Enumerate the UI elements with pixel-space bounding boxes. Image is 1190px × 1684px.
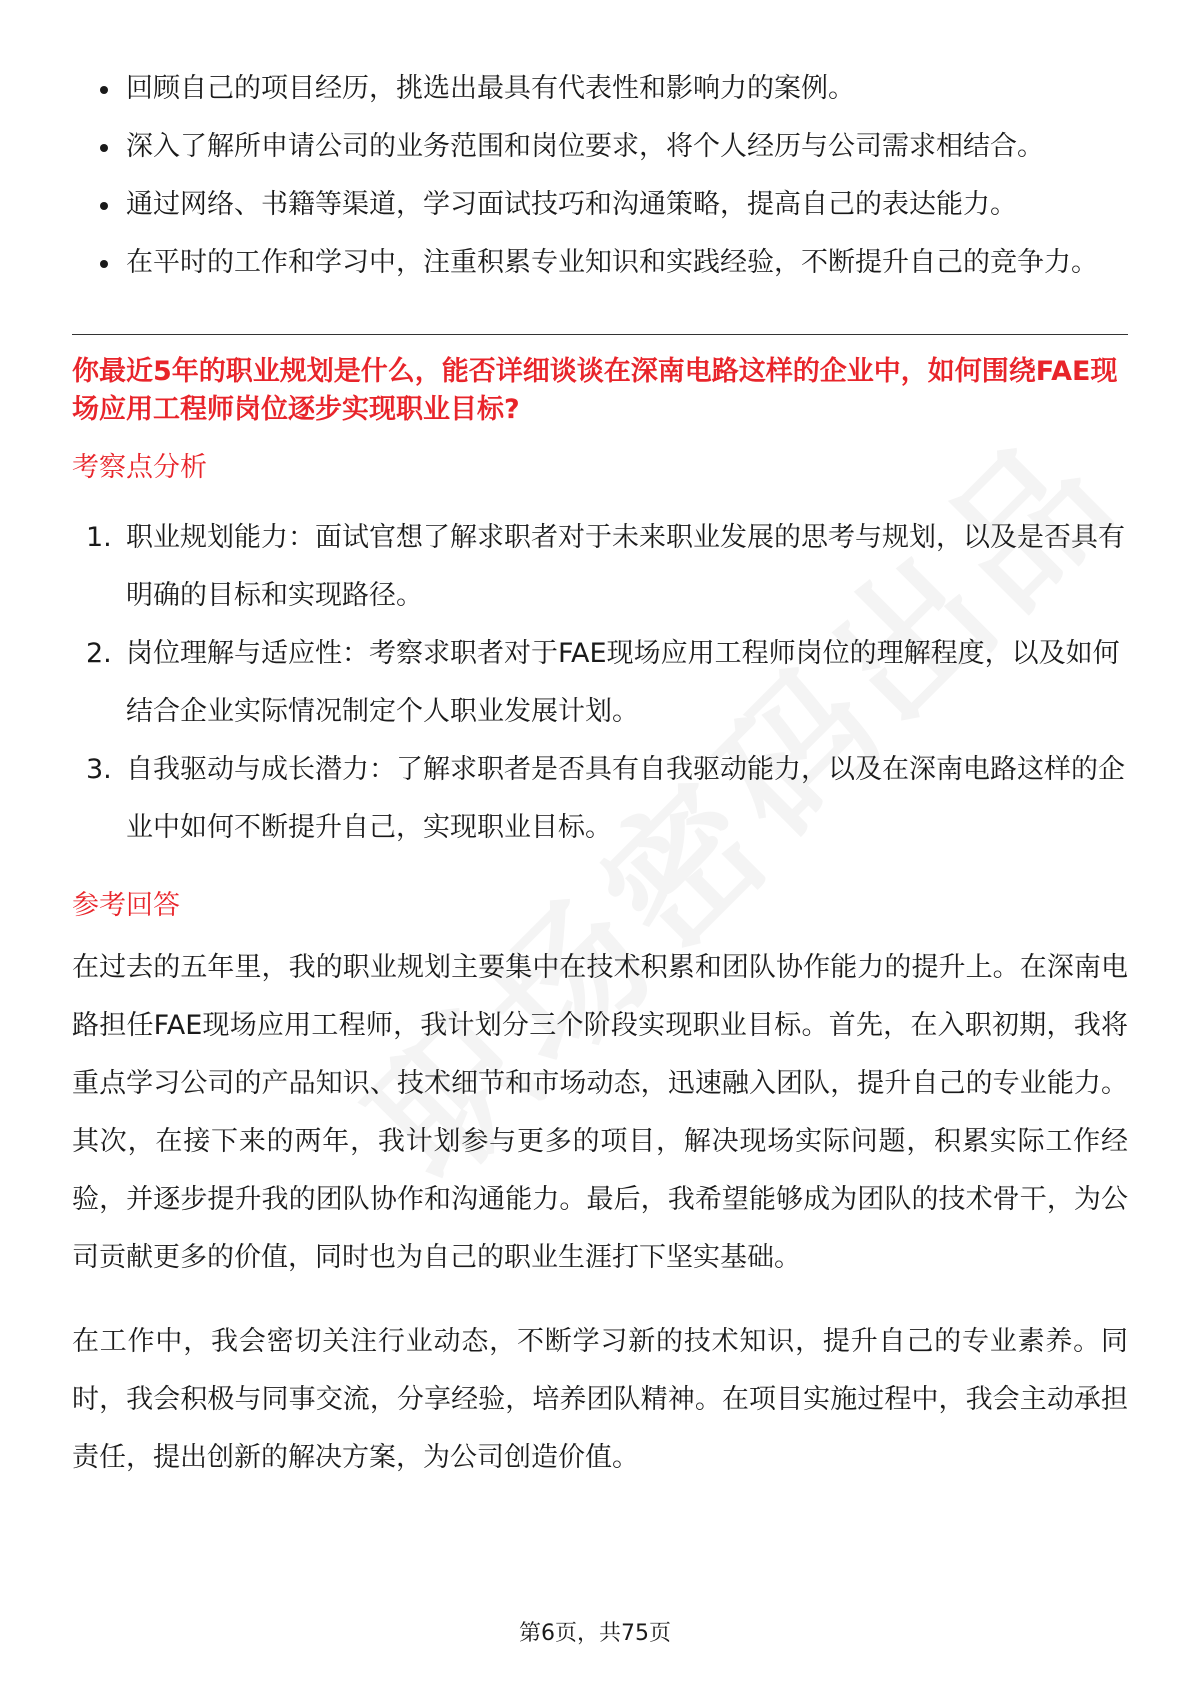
item-number: 3. bbox=[86, 754, 112, 785]
item-number: 2. bbox=[86, 638, 112, 669]
bullet-text: 通过网络、书籍等渠道，学习面试技巧和沟通策略，提高自己的表达能力。 bbox=[126, 189, 1017, 220]
answer-paragraph: 在过去的五年里，我的职业规划主要集中在技术积累和团队协作能力的提升上。在深南电路担任FAE现场应用工程师，我计划分三个阶段实现职业目标。首先，在入职初期，我将重点学习公司的产品知识、技术细节和市场动态，迅速融入团队，提升自己的专业能力。其次，在接下来的两年，我计划参与更多的项目，解决现场实际问题，积累实际工作经验，并逐步提升我的团队协作和沟通能力。最后，我希望能够成为团队的技术骨干，为公司贡献更多的价值，同时也为自己的职业生涯打下坚实基础。 bbox=[72, 952, 1128, 1273]
analysis-item bbox=[72, 741, 1128, 857]
bullet-dot-icon bbox=[100, 86, 108, 94]
bullet-dot-icon bbox=[100, 144, 108, 152]
analysis-list bbox=[72, 509, 1128, 857]
analysis-text: 自我驱动与成长潜力：了解求职者是否具有自我驱动能力，以及在深南电路这样的企业中如何不断提升自己，实现职业目标。 bbox=[126, 754, 1125, 843]
page-footer: 第6页，共75页 bbox=[519, 1621, 671, 1646]
section-divider bbox=[72, 334, 1128, 335]
bullet-item bbox=[72, 234, 1128, 292]
answer-heading: 参考回答 bbox=[72, 890, 180, 921]
paragraph-spacer bbox=[72, 1287, 1128, 1313]
answer-paragraph: 在工作中，我会密切关注行业动态，不断学习新的技术知识，提升自己的专业素养。同时，我会积极与同事交流，分享经验，培养团队精神。在项目实施过程中，我会主动承担责任，提出创新的解决方案，为公司创造价值。 bbox=[72, 1326, 1128, 1473]
bullet-text: 深入了解所申请公司的业务范围和岗位要求，将个人经历与公司需求相结合。 bbox=[126, 131, 1044, 162]
analysis-item bbox=[72, 509, 1128, 625]
bullet-item bbox=[72, 60, 1128, 118]
analysis-heading: 考察点分析 bbox=[72, 452, 207, 483]
bullet-item bbox=[72, 176, 1128, 234]
bullet-dot-icon bbox=[100, 202, 108, 210]
tips-bullet-list bbox=[72, 60, 1128, 292]
bullet-dot-icon bbox=[100, 260, 108, 268]
interview-question: 你最近5年的职业规划是什么，能否详细谈谈在深南电路这样的企业中，如何围绕FAE现场应用工程师岗位逐步实现职业目标? bbox=[72, 356, 1118, 425]
bullet-item bbox=[72, 118, 1128, 176]
bullet-text: 回顾自己的项目经历，挑选出最具有代表性和影响力的案例。 bbox=[126, 73, 855, 104]
bullet-text: 在平时的工作和学习中，注重积累专业知识和实践经验，不断提升自己的竞争力。 bbox=[126, 247, 1098, 278]
analysis-text: 职业规划能力：面试官想了解求职者对于未来职业发展的思考与规划，以及是否具有明确的目标和实现路径。 bbox=[126, 522, 1125, 611]
analysis-text: 岗位理解与适应性：考察求职者对于FAE现场应用工程师岗位的理解程度，以及如何结合企业实际情况制定个人职业发展计划。 bbox=[126, 638, 1120, 727]
item-number: 1. bbox=[86, 522, 112, 553]
analysis-item bbox=[72, 625, 1128, 741]
document-page bbox=[72, 60, 1128, 1487]
